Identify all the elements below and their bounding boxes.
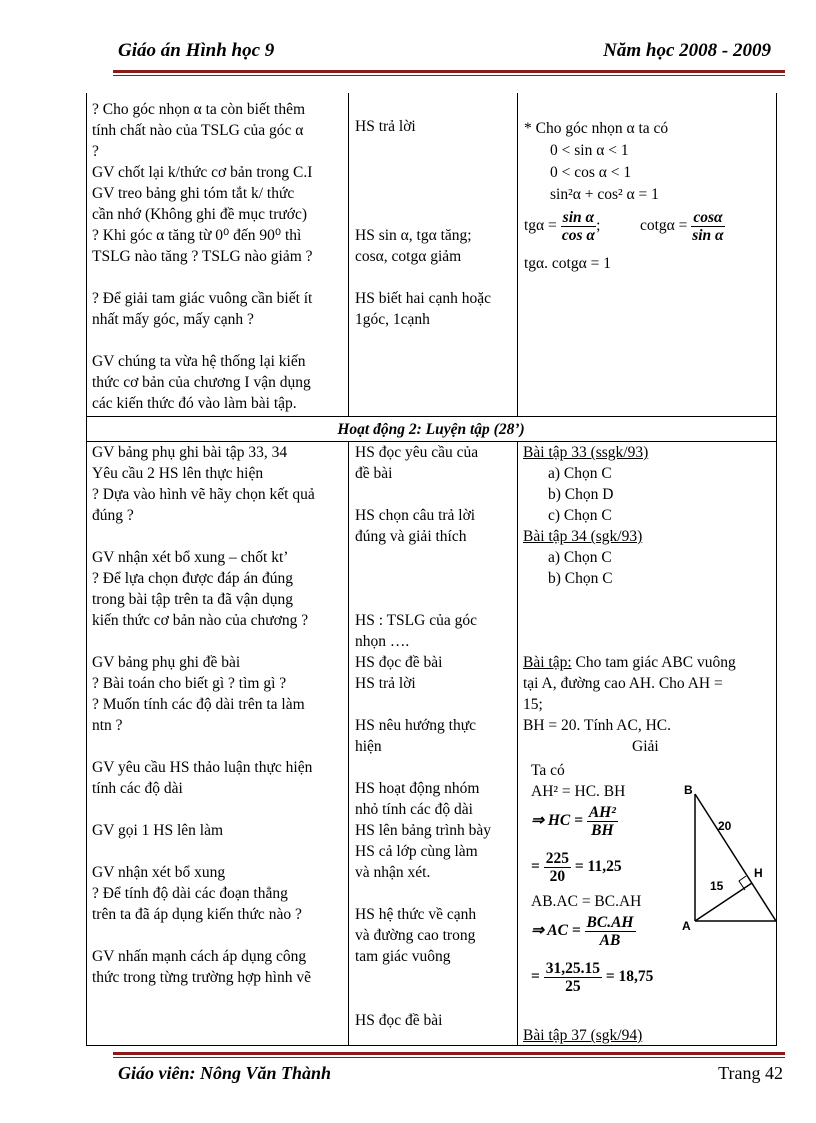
practice-line: đúng ? xyxy=(92,507,134,524)
review-answer: cosα, cotgα giảm xyxy=(355,248,462,265)
practice-answer: và đường cao trong xyxy=(355,927,476,944)
exercise-33-title: Bài tập 33 (ssgk/93) xyxy=(523,444,649,461)
exercise-33-c: c) Chọn C xyxy=(548,507,612,524)
practice-line: GV yêu cầu HS thảo luận thực hiện xyxy=(92,759,313,776)
practice-line: ? Để tính độ dài các đoạn thẳng xyxy=(92,885,288,902)
header-title: Giáo án Hình học 9 xyxy=(118,40,275,61)
ac-value: = $\frac{31,25.15}{25}$ = 18,75 xyxy=(531,960,654,995)
practice-answer: nhỏ tính các độ dài xyxy=(355,801,473,818)
practice-answer: và nhận xét. xyxy=(355,864,431,881)
segment-bh-label: 20 xyxy=(718,819,732,833)
problem-line-2: tại A, đường cao AH. Cho AH = xyxy=(523,675,723,692)
hc-formula: ⇒ HC = $\frac{\text{AH²}}{BH}$ xyxy=(531,804,616,839)
practice-answer: đề bài xyxy=(355,465,393,482)
page-number: Trang 42 xyxy=(718,1063,783,1083)
practice-answer: HS : TSLG của góc xyxy=(355,612,477,629)
practice-line: GV nhấn mạnh cách áp dụng công xyxy=(92,948,307,965)
problem-line-3: 15; xyxy=(523,696,543,713)
practice-answer: đúng và giải thích xyxy=(355,528,467,545)
review-line: GV treo bảng ghi tóm tắt k/ thức xyxy=(92,185,295,202)
practice-answer: HS lên bảng trình bày xyxy=(355,822,492,839)
page-header xyxy=(115,40,783,70)
review-line: TSLG nào tăng ? TSLG nào giảm ? xyxy=(92,248,313,265)
practice-line: kiến thức cơ bản nào của chương ? xyxy=(92,612,309,629)
header-year: Năm học 2008 - 2009 xyxy=(603,40,771,61)
footer-teacher: Giáo viên: Nông Văn Thành xyxy=(118,1063,332,1083)
practice-answer: HS đọc yêu cầu của xyxy=(355,444,479,461)
tg-formula: tgα = $\frac{\text{sin α}}{\text{cos α}}$ ; xyxy=(524,209,601,244)
practice-answer: HS chọn câu trả lời xyxy=(355,507,476,524)
notes-product: tgα. cotgα = 1 xyxy=(524,255,611,272)
exercise-37-title: Bài tập 37 (sgk/94) xyxy=(523,1027,643,1044)
vertex-b-label: B xyxy=(684,783,693,797)
practice-line: Yêu cầu 2 HS lên thực hiện xyxy=(92,465,264,482)
segment-ah-label: 15 xyxy=(710,879,724,893)
problem-line-1: Bài tập: Cho tam giác ABC vuông xyxy=(523,654,736,671)
notes-cos-ineq: 0 < cos α < 1 xyxy=(550,164,632,181)
vertex-a-label: A xyxy=(682,919,691,933)
vertex-h-label: H xyxy=(754,866,763,880)
practice-line: ? Dựa vào hình vẽ hãy chọn kết quả xyxy=(92,486,315,503)
practice-line: GV nhận xét bổ xung – chốt kt’ xyxy=(92,549,289,566)
triangle-figure xyxy=(676,780,781,935)
footer-rule-thin xyxy=(113,1057,785,1058)
review-line: thức cơ bản của chương I vận dụng xyxy=(92,374,311,391)
practice-answer: HS trả lời xyxy=(355,675,416,692)
ac-formula: ⇒ AC = $\frac{BC.AH}{AB}$ xyxy=(531,914,634,949)
practice-line: GV nhận xét bổ xung xyxy=(92,864,226,881)
hc-value: = $\frac{225}{20}$ = 11,25 xyxy=(531,850,622,885)
practice-line: ? Để lựa chọn được đáp án đúng xyxy=(92,570,294,587)
page-footer xyxy=(115,1063,785,1089)
header-rule-thin xyxy=(113,75,785,76)
practice-line: GV gọi 1 HS lên làm xyxy=(92,822,224,839)
practice-line: tính các độ dài xyxy=(92,780,183,797)
review-answer: 1góc, 1cạnh xyxy=(355,311,430,328)
review-line: ? Khi góc α tăng từ 0⁰ đến 90⁰ thì xyxy=(92,227,302,244)
cotg-formula: cotgα = $\frac{\cos\alpha}{\text{sin α}}$ xyxy=(640,209,724,244)
practice-answer: HS nêu hướng thực xyxy=(355,717,477,734)
review-line: ? Cho góc nhọn α ta còn biết thêm xyxy=(92,101,306,118)
header-rule xyxy=(113,70,785,73)
solution-ah2: AH² = HC. BH xyxy=(531,783,626,800)
problem-line-4: BH = 20. Tính AC, HC. xyxy=(523,717,671,734)
exercise-34-b: b) Chọn C xyxy=(548,570,613,587)
practice-line: trong bài tập trên ta đã vận dụng xyxy=(92,591,294,608)
practice-answer: nhọn …. xyxy=(355,633,410,650)
review-line: GV chúng ta vừa hệ thống lại kiến xyxy=(92,353,306,370)
practice-answer: HS hoạt động nhóm xyxy=(355,780,480,797)
footer-rule xyxy=(113,1052,785,1055)
notes-identity: sin²α + cos² α = 1 xyxy=(550,186,659,203)
review-line: ? Để giải tam giác vuông cần biết ít xyxy=(92,290,313,307)
practice-line: ntn ? xyxy=(92,717,123,734)
section-heading: Hoạt động 2: Luyện tập (28’) xyxy=(337,421,525,438)
review-line: các kiến thức đó vào làm bài tập. xyxy=(92,395,297,412)
exercise-33-b: b) Chọn D xyxy=(548,486,614,503)
practice-answer: hiện xyxy=(355,738,382,755)
practice-answer: HS đọc đề bài xyxy=(355,1012,443,1029)
solution-have: Ta có xyxy=(531,762,565,779)
practice-line: GV bảng phụ ghi đề bài xyxy=(92,654,241,671)
review-line: nhất mấy góc, mấy cạnh ? xyxy=(92,311,254,328)
review-answer: HS biết hai cạnh hoặc xyxy=(355,290,492,307)
practice-answer: tam giác vuông xyxy=(355,948,451,965)
solution-abac: AB.AC = BC.AH xyxy=(531,893,642,910)
exercise-34-title: Bài tập 34 (sgk/93) xyxy=(523,528,643,545)
practice-line: thức trong từng trường hợp hình vẽ xyxy=(92,969,311,986)
exercise-34-a: a) Chọn C xyxy=(548,549,612,566)
review-answer: HS trả lời xyxy=(355,118,416,135)
practice-answer: HS hệ thức về cạnh xyxy=(355,906,477,923)
review-line: ? xyxy=(92,143,99,160)
practice-line: trên ta đã áp dụng kiến thức nào ? xyxy=(92,906,302,923)
notes-sin-ineq: 0 < sin α < 1 xyxy=(550,142,629,159)
notes-intro: * Cho góc nhọn α ta có xyxy=(524,120,669,137)
solution-label: Giải xyxy=(632,738,659,755)
practice-answer: HS cả lớp cùng làm xyxy=(355,843,478,860)
review-line: tính chất nào của TSLG của góc α xyxy=(92,122,304,139)
review-answer: HS sin α, tgα tăng; xyxy=(355,227,472,244)
practice-line: ? Bài toán cho biết gì ? tìm gì ? xyxy=(92,675,287,692)
review-line: cần nhớ (Không ghi đề mục trước) xyxy=(92,206,308,223)
exercise-33-a: a) Chọn C xyxy=(548,465,612,482)
review-line: GV chốt lại k/thức cơ bản trong C.I xyxy=(92,164,313,181)
practice-line: ? Muốn tính các độ dài trên ta làm xyxy=(92,696,305,713)
practice-answer: HS đọc đề bài xyxy=(355,654,443,671)
practice-line: GV bảng phụ ghi bài tập 33, 34 xyxy=(92,444,288,461)
